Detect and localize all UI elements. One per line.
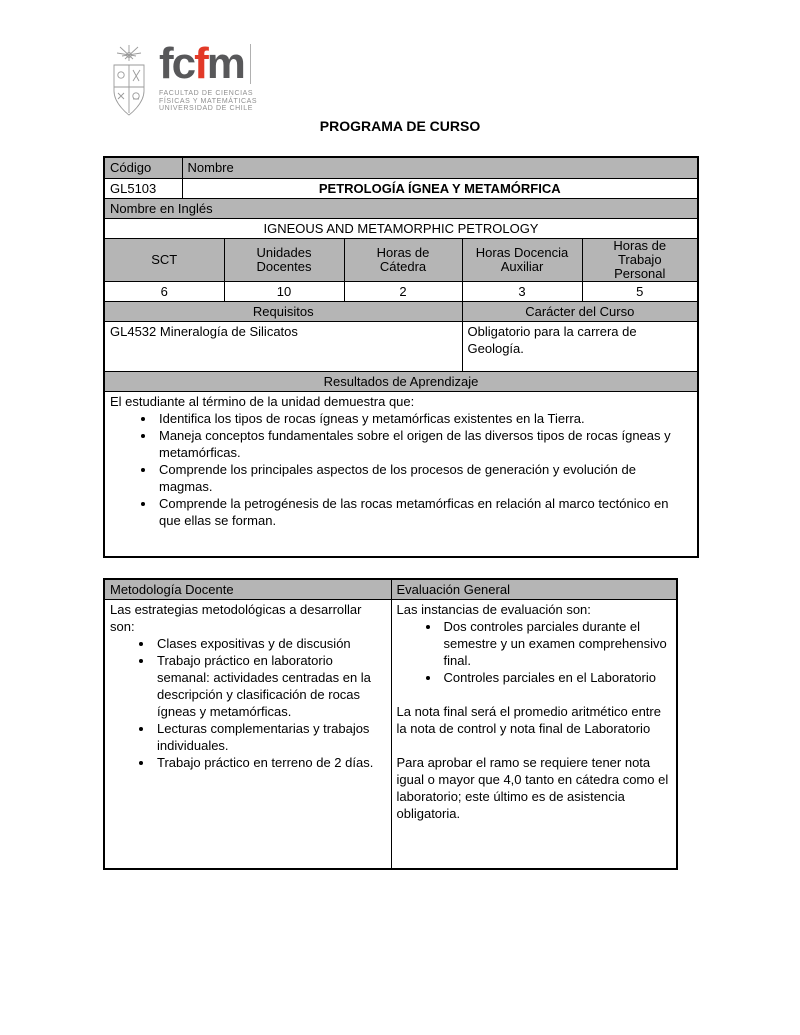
- metodologia-intro: Las estrategias metodológicas a desarrollar son:: [110, 602, 362, 634]
- resultados-content-cell: [104, 391, 698, 557]
- evaluacion-bullet-list: [397, 618, 672, 686]
- list-item: • Trabajo práctico en terreno de 2 días.: [154, 754, 386, 771]
- resultados-header-cell: Resultados de Aprendizaje: [104, 371, 698, 391]
- list-item: • Clases expositivas y de discusión: [154, 635, 386, 652]
- list-item: • Maneja conceptos fundamentales sobre el origen de las diversos tipos de rocas ígneas y metamórficas.: [156, 427, 692, 461]
- list-item: • Comprende los principales aspectos de los procesos de generación y evolución de magmas.: [156, 461, 692, 495]
- horas-trabajo-header-cell: Horas de Trabajo Personal: [582, 238, 698, 281]
- fcfm-wordmark: [159, 39, 244, 88]
- methodology-evaluation-table: [103, 578, 678, 870]
- caracter-header-cell: Carácter del Curso: [462, 301, 698, 321]
- course-info-table: [103, 156, 699, 558]
- logo-caption: [159, 90, 257, 113]
- caption-line: FACULTAD DE CIENCIAS: [159, 90, 254, 97]
- document-title: PROGRAMA DE CURSO: [319, 118, 481, 134]
- wordmark-m: m: [206, 39, 244, 88]
- logo-divider: [250, 44, 251, 84]
- evaluacion-paragraph: La nota final será el promedio aritmético entre la nota de control y nota final de Laboratorio: [396, 704, 661, 736]
- resultados-bullet-list: [110, 410, 692, 529]
- course-name-english-cell: IGNEOUS AND METAMORPHIC PETROLOGY: [104, 218, 698, 238]
- list-item: • Lecturas complementarias y trabajos individuales.: [154, 720, 386, 754]
- university-shield-icon: [106, 44, 152, 124]
- horas-catedra-header-cell: Horas de Cátedra: [344, 238, 462, 281]
- sct-header-cell: SCT: [104, 238, 224, 281]
- metodologia-bullet-list: [110, 635, 386, 771]
- codigo-value-cell: GL5103: [104, 178, 182, 198]
- list-item: • Controles parciales en el Laboratorio: [441, 669, 672, 686]
- horas-trabajo-value-cell: 5: [582, 281, 698, 301]
- unidades-docentes-value-cell: 10: [224, 281, 344, 301]
- fcfm-logo: [106, 39, 258, 124]
- list-item: • Comprende la petrogénesis de las rocas metamórficas en relación al marco tectónico en que ellas se forman.: [156, 495, 692, 529]
- requisitos-header-cell: Requisitos: [104, 301, 462, 321]
- evaluacion-header-cell: Evaluación General: [391, 579, 677, 600]
- caracter-value-cell: Obligatorio para la carrera de Geología.: [462, 321, 698, 371]
- list-item: • Dos controles parciales durante el semestre y un examen comprehensivo final.: [441, 618, 672, 669]
- metodologia-content-cell: [104, 600, 391, 869]
- horas-catedra-value-cell: 2: [344, 281, 462, 301]
- requisitos-value-cell: GL4532 Mineralogía de Silicatos: [104, 321, 462, 371]
- metodologia-header-cell: Metodología Docente: [104, 579, 391, 600]
- course-name-cell: PETROLOGÍA ÍGNEA Y METAMÓRFICA: [182, 178, 698, 198]
- resultados-intro: El estudiante al término de la unidad demuestra que:: [110, 393, 415, 409]
- list-item: • Trabajo práctico en laboratorio semanal: actividades centradas en la descripción y clasificación de rocas ígneas y metamórficas.: [154, 652, 386, 720]
- evaluacion-content-cell: [391, 600, 677, 869]
- sct-value-cell: 6: [104, 281, 224, 301]
- evaluacion-intro: Las instancias de evaluación son:: [396, 602, 591, 617]
- horas-docencia-value-cell: 3: [462, 281, 582, 301]
- evaluacion-paragraph: Para aprobar el ramo se requiere tener nota igual o mayor que 4,0 tanto en cátedra como el laboratorio; este último es de asistencia obligatoria.: [396, 755, 669, 821]
- caption-line: FÍSICAS Y MATEMÁTICAS: [159, 97, 258, 105]
- unidades-docentes-header-cell: Unidades Docentes: [224, 238, 344, 281]
- nombre-ingles-header-cell: Nombre en Inglés: [104, 198, 698, 218]
- caption-line: UNIVERSIDAD DE CHILE: [159, 105, 254, 112]
- codigo-header-cell: Código: [104, 157, 182, 178]
- wordmark-fc: fc: [159, 39, 195, 88]
- list-item: • Identifica los tipos de rocas ígneas y metamórficas existentes en la Tierra.: [156, 410, 692, 427]
- wordmark-red-f: f: [194, 39, 207, 88]
- logo-text-block: [159, 39, 258, 113]
- nombre-header-cell: Nombre: [182, 157, 698, 178]
- horas-docencia-header-cell: Horas Docencia Auxiliar: [462, 238, 582, 281]
